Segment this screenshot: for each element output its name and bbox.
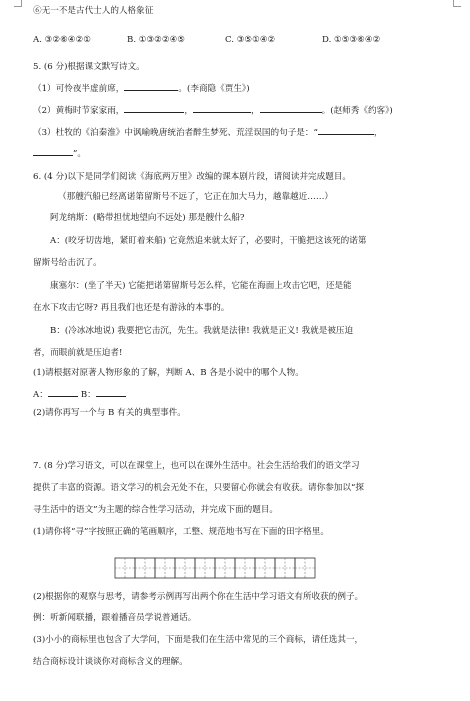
tianzige-cell[interactable] xyxy=(135,558,155,578)
q6-sub-2: (2)请你再写一个与 B 有关的典型事件。 xyxy=(33,408,186,418)
q7-sub-3a: (3)小小的商标里也包含了大学问，下面是我们在生活中常见的三个商标，请任选其一， xyxy=(33,635,364,645)
tianzige-cell[interactable] xyxy=(175,558,195,578)
q7-sub-3b: 结合商标设计谈谈你对商标含义的理解。 xyxy=(33,657,188,667)
q6-stage-direction: （那艘汽船已经离诺第留斯号不远了，它正在加大马力，越靠越近……） xyxy=(58,192,334,202)
q4-options xyxy=(33,34,433,46)
q5-item-3-end: ”。 xyxy=(73,149,86,159)
tianzige-cell[interactable] xyxy=(115,558,135,578)
q5-item-2 xyxy=(33,103,393,117)
q5-item-2-source: 。(赵师秀《约客》) xyxy=(321,106,393,116)
q6-line-conseil-2: 在水下攻击它呀? 再且我们也还是有游泳的本事的。 xyxy=(33,303,230,313)
q6-line-a-1: A：(咬牙切齿地，紧盯着来船) 它竟然追来就太好了，必要时，干脆把这该死的诺第 xyxy=(50,236,367,246)
q5-title: 5. (6 分)根据课文默写诗文。 xyxy=(33,62,145,72)
corner-mark-left xyxy=(14,0,22,7)
q5-item-1-source: 。(李商隐《贾生》) xyxy=(178,84,250,94)
q6-line-conseil-1: 康塞尔：(坐了半天) 它能把诺第留斯号怎么样，它能在海面上攻击它吧，还是能 xyxy=(50,281,352,291)
q5-item-2-prompt: （2）黄梅时节家家雨， xyxy=(33,106,125,116)
q6-answer-line xyxy=(33,387,126,401)
tianzige-cell[interactable] xyxy=(295,558,315,578)
q4-option-b: B. ①③②②④⑤ xyxy=(127,35,186,45)
tianzige-cell[interactable] xyxy=(155,558,175,578)
q5-item-2-sep-2: ， xyxy=(251,106,260,116)
tianzige-cell[interactable] xyxy=(215,558,235,578)
q7-sub-1: (1)请你将“寻”字按照正确的笔画顺序，工整、规范地书写在下面的田字格里。 xyxy=(33,527,329,537)
q5-blank-1[interactable] xyxy=(124,81,178,91)
corner-mark-right xyxy=(453,0,461,7)
q6-answer-a-blank[interactable] xyxy=(48,387,78,397)
q5-item-2-sep-1: ， xyxy=(184,106,194,116)
q5-item-1-prompt: （1）可怜夜半虚前席， xyxy=(33,84,125,94)
q7-intro-2: 提供了丰富的资源。语文学习的机会无处不在，只要留心你就会有收获。请你参加以“探 xyxy=(33,483,364,493)
q5-blank-4[interactable] xyxy=(260,103,322,113)
q7-intro-1: 7. (8 分)学习语文，可以在课堂上，也可以在课外生活中。社会生活给我们的语文学习 xyxy=(33,461,360,471)
q5-item-3-prompt: （3）杜牧的《泊秦淮》中讽喻晚唐统治者醉生梦死、荒淫误国的句子是：“ xyxy=(33,128,318,138)
q7-sub-2b: 例：听新闻联播，跟着播音员学说普通话。 xyxy=(33,613,197,623)
q6-title: 6. (4 分)以下是同学们阅读《海底两万里》改编的课本剧片段，请阅读并完成题目。 xyxy=(33,172,352,182)
q6-sub-1: (1)请根据对原著人物形象的了解，判断 A、B 各是小说中的哪个人物。 xyxy=(33,368,304,378)
tianzige-cell[interactable] xyxy=(255,558,275,578)
tianzige-cell[interactable] xyxy=(195,558,215,578)
q4-option-a: A. ③②⑥④②① xyxy=(33,35,91,45)
q6-line-a-2: 留斯号给击沉了。 xyxy=(33,258,102,268)
q7-intro-3: 寻生活中的语文”为主题的综合性学习活动，并完成下面的题目。 xyxy=(33,505,279,515)
q5-blank-2[interactable] xyxy=(124,103,184,113)
tianzige-cell[interactable] xyxy=(275,558,295,578)
q4-option-d: D. ①⑤③⑥④② xyxy=(322,35,381,45)
q5-blank-6[interactable] xyxy=(33,146,73,156)
q5-item-3-sep: ， xyxy=(373,128,383,138)
tianzige-cell[interactable] xyxy=(235,558,255,578)
q7-sub-2a: (2)根据你的观察与思考，请参考示例再写出两个你在生活中学习语文有所收获的例子。 xyxy=(33,592,364,602)
q5-item-1 xyxy=(33,81,250,95)
q6-line-aronnax: 阿龙纳斯：(略带担忧地望向不远处) 那是艘什么船? xyxy=(50,213,245,223)
q5-item-3 xyxy=(33,125,382,139)
q5-item-3-cont xyxy=(33,146,86,160)
q4-option-c: C. ③⑤①④② xyxy=(225,35,276,45)
q4-tail-text: ⑥无一不是古代士人的人格象征 xyxy=(33,6,154,16)
q6-answer-a-label: A： xyxy=(33,390,48,400)
q5-blank-3[interactable] xyxy=(193,103,251,113)
q6-answer-b-blank[interactable] xyxy=(96,387,126,397)
q6-line-b-1: B：(冷冰冰地说) 我要把它击沉，先生。我就是法律! 我就是正义! 我就是被压迫 xyxy=(50,326,354,336)
tianzige-writing-grid[interactable] xyxy=(113,555,323,581)
q5-blank-5[interactable] xyxy=(318,125,374,135)
q6-line-b-2: 者，而眼前就是压迫者! xyxy=(33,348,123,358)
q6-answer-b-label: B： xyxy=(80,390,96,400)
